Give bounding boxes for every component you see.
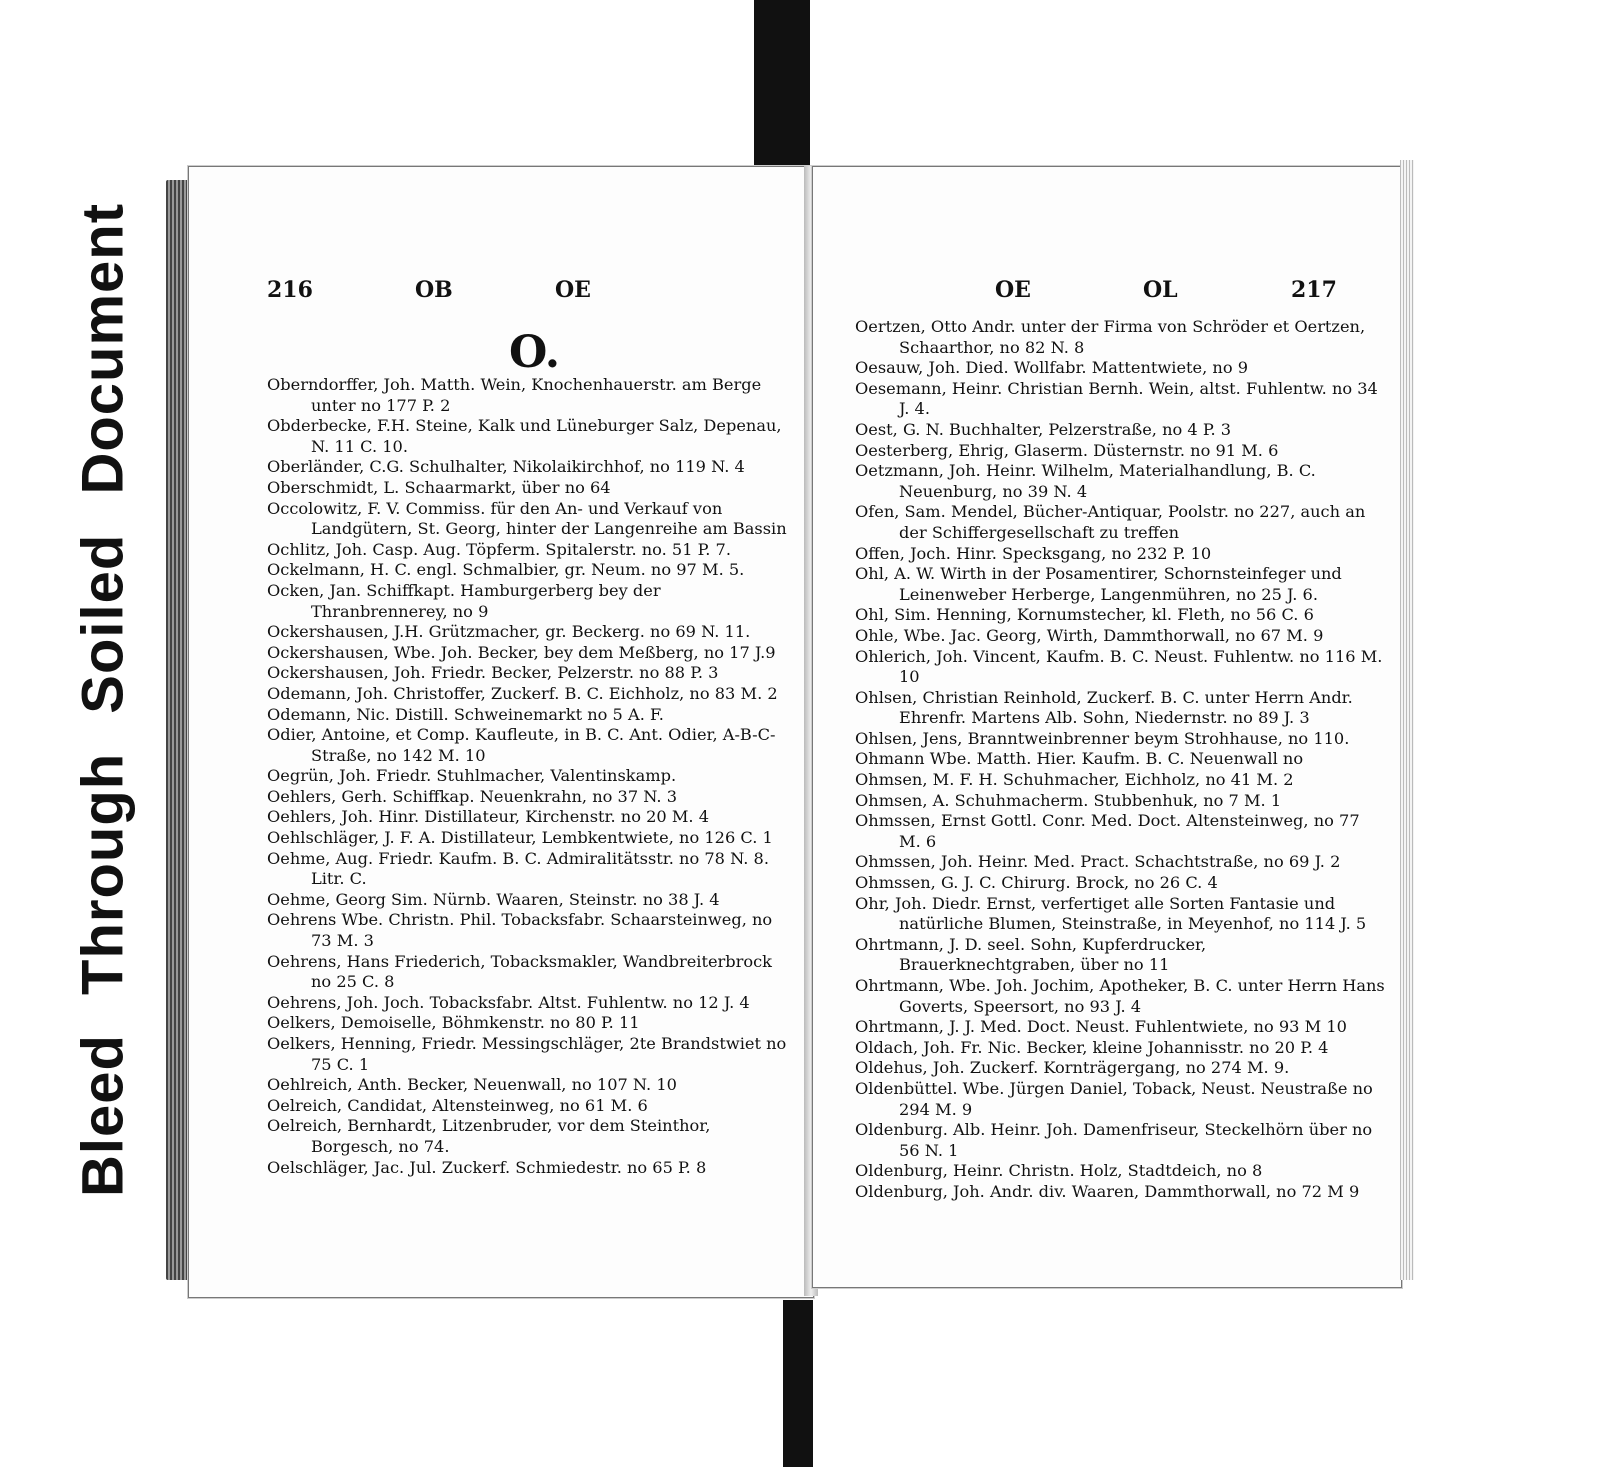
directory-entry: Ockershausen, Wbe. Joh. Becker, bey dem Meßberg, no 17 J.9 [267,642,776,662]
directory-entry: Occolowitz, F. V. Commiss. für den An- und Verkauf von Landgütern, St. Georg, hinter der Langenreihe am Bassin [267,498,787,539]
directory-entry: Ohmssen, Ernst Gottl. Conr. Med. Doct. Altensteinweg, no 77 M. 6 [855,811,1360,851]
directory-entry: Oldenbüttel. Wbe. Jürgen Daniel, Toback, Neust. Neustraße no 294 M. 9 [855,1078,1373,1119]
directory-entry: Oelreich, Candidat, Altensteinweg, no 61 M. 6 [267,1095,648,1115]
directory-entry: Oesterberg, Ehrig, Glaserm. Düsternstr. no 91 M. 6 [855,440,1279,460]
directory-entry: Oberschmidt, L. Schaarmarkt, über no 64 [267,477,611,497]
directory-entry: Oertzen, Otto Andr. unter der Firma von Schröder et Oertzen, Schaarthor, no 82 N. 8 [855,317,1366,357]
directory-entry: Obderbecke, F.H. Steine, Kalk und Lüneburger Salz, Depenau, N. 11 C. 10. [267,416,782,456]
directory-entry: Oldach, Joh. Fr. Nic. Becker, kleine Johannisstr. no 20 P. 4 [855,1037,1329,1057]
directory-entry: Ohl, Sim. Henning, Kornumstecher, kl. Fleth, no 56 C. 6 [855,605,1314,625]
directory-entry: Ockershausen, J.H. Grützmacher, gr. Beckerg. no 69 N. 11. [267,622,751,642]
directory-entry: Oesauw, Joh. Died. Wollfabr. Mattentwiete, no 9 [855,358,1249,378]
section-letter: O. [509,327,561,378]
right-entry-list [855,317,1385,1203]
right-page-number: 217 [1291,277,1337,303]
left-page [188,166,814,1298]
directory-entry: Ocken, Jan. Schiffkapt. Hamburgerberg bey der Thranbrennerey, no 9 [267,580,661,621]
directory-entry: Oberndorffer, Joh. Matth. Wein, Knochenhauerstr. am Berge unter no 177 P. 2 [267,375,762,415]
directory-entry: Ohlerich, Joh. Vincent, Kaufm. B. C. Neust. Fuhlentw. no 116 M. 10 [855,646,1383,687]
directory-entry: Ofen, Sam. Mendel, Bücher-Antiquar, Poolstr. no 227, auch an der Schiffergesellschaft zu treffen [855,502,1366,542]
directory-entry: Oldehus, Joh. Zuckerf. Kornträgergang, no 274 M. 9. [855,1058,1290,1078]
directory-entry: Oehrens Wbe. Christn. Phil. Tobacksfabr. Schaarsteinweg, no 73 M. 3 [267,910,773,951]
left-page-number: 216 [267,277,313,303]
directory-entry: Oehrens, Joh. Joch. Tobacksfabr. Altst. Fuhlentw. no 12 J. 4 [267,992,750,1012]
directory-entry: Oegrün, Joh. Friedr. Stuhlmacher, Valentinskamp. [267,766,677,786]
directory-entry: Ohrtmann, J. J. Med. Doct. Neust. Fuhlentwiete, no 93 M 10 [855,1017,1347,1037]
directory-entry: Oehme, Aug. Friedr. Kaufm. B. C. Admiralitätsstr. no 78 N. 8. Litr. C. [267,848,769,889]
directory-entry: Offen, Joch. Hinr. Specksgang, no 232 P. 10 [855,543,1212,563]
side-label-text: Bleed Through Soiled Document [70,202,136,1198]
directory-entry: Oesemann, Heinr. Christian Bernh. Wein, altst. Fuhlentw. no 34 J. 4. [855,378,1378,419]
right-header-a: OE [995,277,1031,303]
directory-entry: Odier, Antoine, et Comp. Kaufleute, in B. C. Ant. Odier, A-B-C-Straße, no 142 M. 10 [267,725,776,765]
directory-entry: Ohmssen, Joh. Heinr. Med. Pract. Schachtstraße, no 69 J. 2 [855,852,1341,872]
directory-entry: Ohl, A. W. Wirth in der Posamentirer, Schornsteinfeger und Leinenweber Herberge, Langenmühren, no 25 J. 6. [855,564,1342,604]
directory-entry: Ohle, Wbe. Jac. Georg, Wirth, Dammthorwall, no 67 M. 9 [855,625,1324,645]
directory-entry: Oberländer, C.G. Schulhalter, Nikolaikirchhof, no 119 N. 4 [267,457,745,477]
directory-entry: Oehlschläger, J. F. A. Distillateur, Lembkentwiete, no 126 C. 1 [267,828,773,848]
directory-entry: Oelkers, Henning, Friedr. Messingschläger, 2te Brandstwiet no 75 C. 1 [267,1034,787,1074]
directory-entry: Ohrtmann, J. D. seel. Sohn, Kupferdrucker, Brauerknechtgraben, über no 11 [855,934,1207,975]
directory-entry: Odemann, Joh. Christoffer, Zuckerf. B. C. Eichholz, no 83 M. 2 [267,683,778,703]
left-header-b: OE [555,277,591,303]
directory-entry: Ohmsen, A. Schuhmacherm. Stubbenhuk, no 7 M. 1 [855,790,1282,810]
directory-entry: Ohlsen, Jens, Branntweinbrenner beym Strohhause, no 110. [855,728,1350,748]
directory-entry: Ohr, Joh. Diedr. Ernst, verfertiget alle Sorten Fantasie und natürliche Blumen, Steinstraße, in Meyenhof, no 114 J. 5 [855,893,1367,934]
directory-entry: Oest, G. N. Buchhalter, Pelzerstraße, no 4 P. 3 [855,419,1232,439]
directory-entry: Oehlers, Gerh. Schiffkap. Neuenkrahn, no 37 N. 3 [267,786,677,806]
directory-entry: Oehme, Georg Sim. Nürnb. Waaren, Steinstr. no 38 J. 4 [267,889,720,909]
directory-entry: Ohmssen, G. J. C. Chirurg. Brock, no 26 C. 4 [855,873,1218,893]
directory-entry: Oehlreich, Anth. Becker, Neuenwall, no 107 N. 10 [267,1075,677,1095]
directory-entry: Ohmsen, M. F. H. Schuhmacher, Eichholz, no 41 M. 2 [855,770,1294,790]
directory-entry: Oldenburg, Heinr. Christn. Holz, Stadtdeich, no 8 [855,1161,1263,1181]
directory-entry: Ockershausen, Joh. Friedr. Becker, Pelzerstr. no 88 P. 3 [267,663,719,683]
directory-entry: Oehlers, Joh. Hinr. Distillateur, Kirchenstr. no 20 M. 4 [267,807,709,827]
directory-entry: Oelreich, Bernhardt, Litzenbruder, vor dem Steinthor, Borgesch, no 74. [267,1116,711,1156]
right-page [812,166,1402,1288]
directory-entry: Oldenburg, Joh. Andr. div. Waaren, Dammthorwall, no 72 M 9 [855,1181,1360,1201]
binding-strap-bottom [783,1300,813,1467]
book-spread [160,160,1440,1310]
side-label [70,200,136,1200]
directory-entry: Oehrens, Hans Friederich, Tobacksmakler, Wandbreiterbrock no 25 C. 8 [267,951,772,992]
directory-entry: Ohmann Wbe. Matth. Hier. Kaufm. B. C. Neuenwall no [855,749,1304,769]
left-header-a: OB [415,277,453,303]
right-header-b: OL [1143,277,1178,303]
left-entry-list [267,375,789,1178]
book-edge-right [1400,160,1414,1280]
directory-entry: Oldenburg. Alb. Heinr. Joh. Damenfriseur, Steckelhörn über no 56 N. 1 [855,1120,1373,1160]
directory-entry: Ohrtmann, Wbe. Joh. Jochim, Apotheker, B. C. unter Herrn Hans Goverts, Speersort, no 93 J. 4 [855,976,1385,1016]
directory-entry: Odemann, Nic. Distill. Schweinemarkt no 5 A. F. [267,704,664,724]
directory-entry: Ohlsen, Christian Reinhold, Zuckerf. B. C. unter Herrn Andr. Ehrenfr. Martens Alb. Sohn, Niedernstr. no 89 J. 3 [855,687,1353,728]
directory-entry: Ockelmann, H. C. engl. Schmalbier, gr. Neum. no 97 M. 5. [267,560,745,580]
directory-entry: Ochlitz, Joh. Casp. Aug. Töpferm. Spitalerstr. no. 51 P. 7. [267,539,731,559]
directory-entry: Oetzmann, Joh. Heinr. Wilhelm, Materialhandlung, B. C. Neuenburg, no 39 N. 4 [855,461,1316,501]
directory-entry: Oelschläger, Jac. Jul. Zuckerf. Schmiedestr. no 65 P. 8 [267,1157,707,1177]
directory-entry: Oelkers, Demoiselle, Böhmkenstr. no 80 P. 11 [267,1013,640,1033]
